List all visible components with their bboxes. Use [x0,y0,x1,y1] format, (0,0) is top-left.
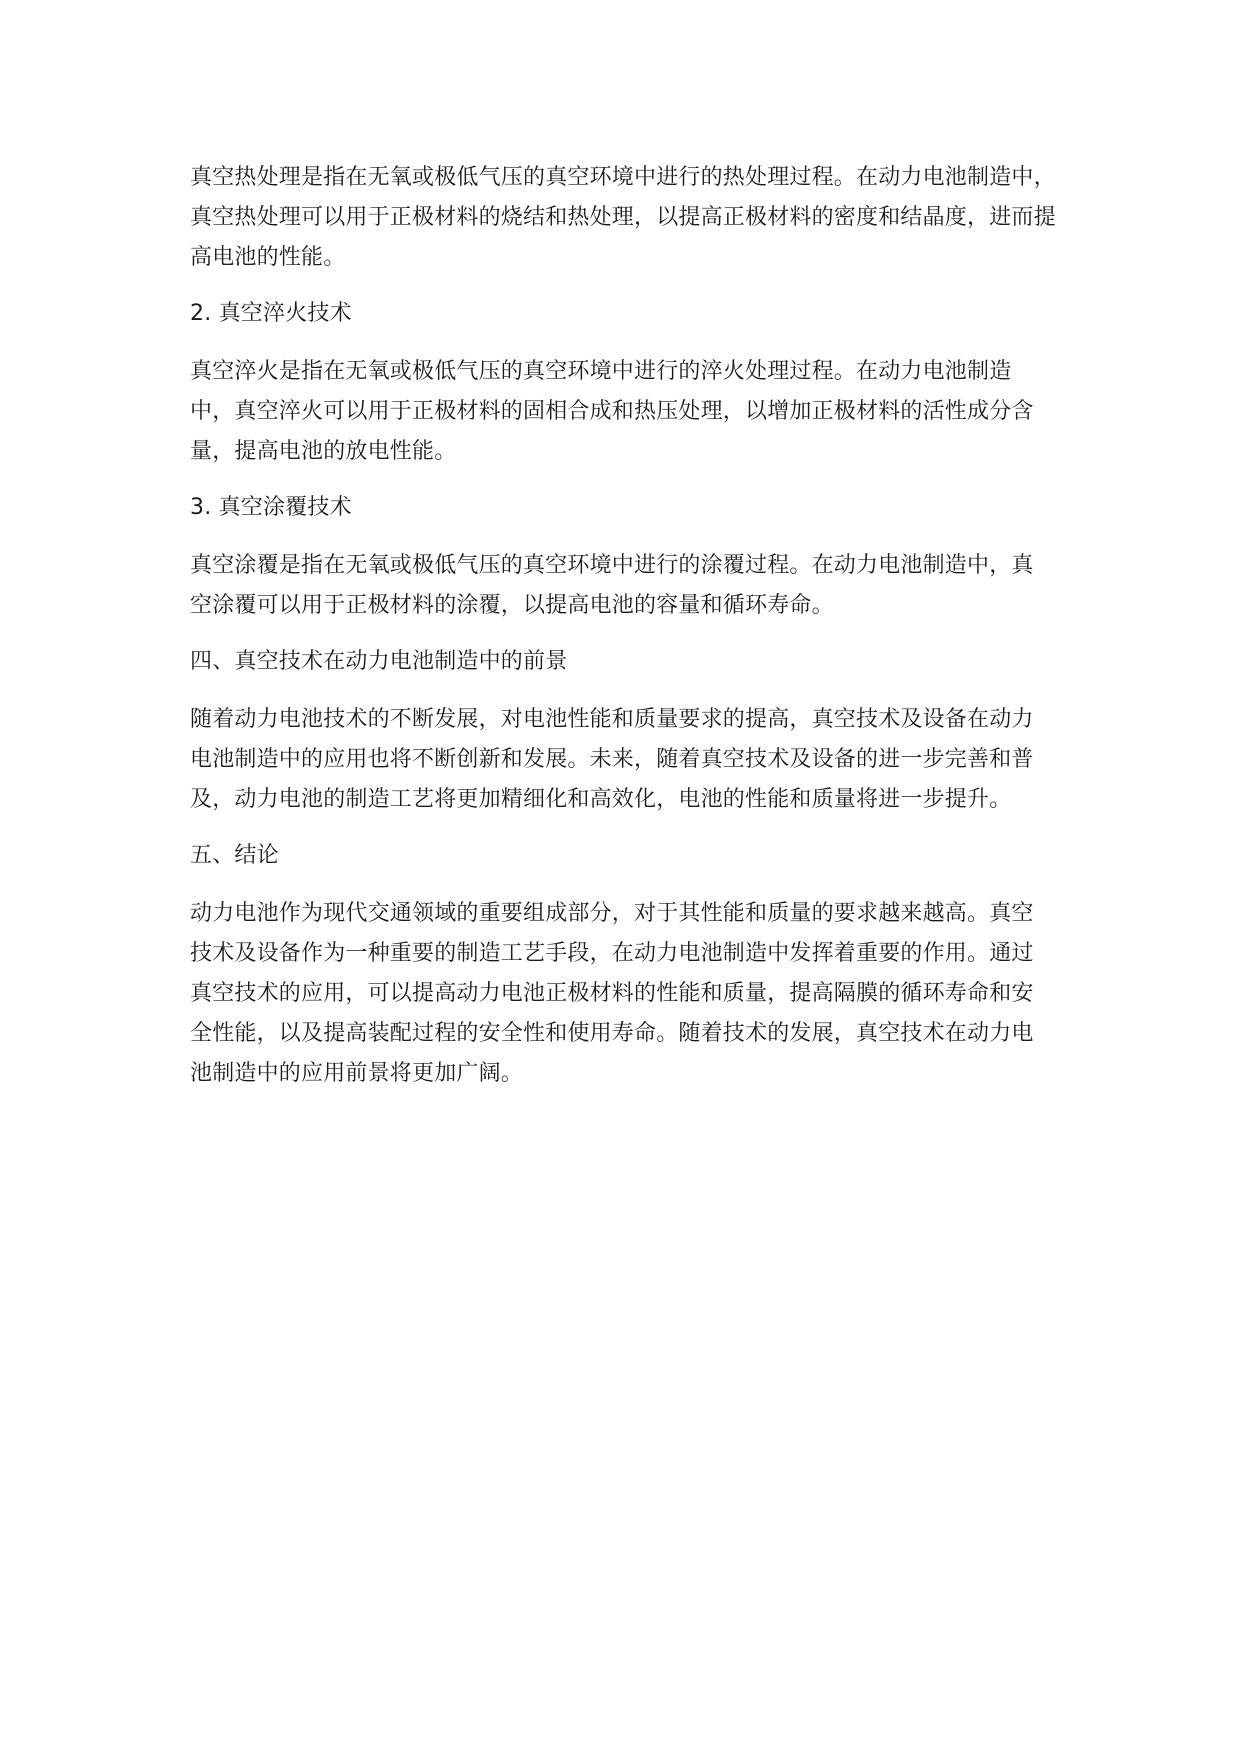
heading-prospects: 四、真空技术在动力电池制造中的前景 [190,649,568,674]
paragraph-vacuum-coating: 真空涂覆是指在无氧或极低气压的真空环境中进行的涂覆过程。在动力电池制造中，真空涂覆可以用于正极材料的涂覆，以提高电池的容量和循环寿命。 [190,553,1034,618]
heading-vacuum-coating: 3. 真空涂覆技术 [190,495,352,520]
paragraph-conclusion: 动力电池作为现代交通领域的重要组成部分，对于其性能和质量的要求越来越高。真空技术及设备作为一种重要的制造工艺手段，在动力电池制造中发挥着重要的作用。通过真空技术的应用，可以提高动力电池正极材料的性能和质量，提高隔膜的循环寿命和安全性能，以及提高装配过程的安全性和使用寿命。随着技术的发展，真空技术在动力电池制造中的应用前景将更加广阔。 [190,901,1034,1086]
document-page [190,158,1070,1110]
heading-vacuum-quenching: 2. 真空淬火技术 [190,301,352,326]
paragraph-prospects: 随着动力电池技术的不断发展，对电池性能和质量要求的提高，真空技术及设备在动力电池制造中的应用也将不断创新和发展。未来，随着真空技术及设备的进一步完善和普及，动力电池的制造工艺将更加精细化和高效化，电池的性能和质量将进一步提升。 [190,707,1034,812]
heading-conclusion: 五、结论 [190,843,279,868]
paragraph-vacuum-quenching: 真空淬火是指在无氧或极低气压的真空环境中进行的淬火处理过程。在动力电池制造中，真空淬火可以用于正极材料的固相合成和热压处理，以增加正极材料的活性成分含量，提高电池的放电性能。 [190,359,1034,464]
paragraph-vacuum-heat-treatment: 真空热处理是指在无氧或极低气压的真空环境中进行的热处理过程。在动力电池制造中，真空热处理可以用于正极材料的烧结和热处理，以提高正极材料的密度和结晶度，进而提高电池的性能。 [190,165,1056,270]
